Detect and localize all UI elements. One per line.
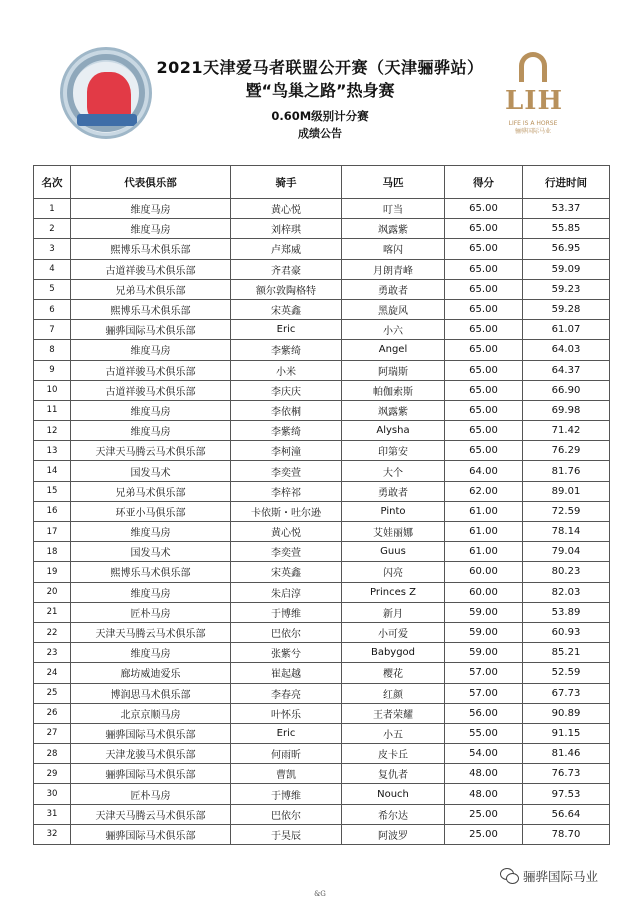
score-cell: 65.00 bbox=[445, 360, 523, 380]
rider-cell: 李庆庆 bbox=[231, 380, 342, 400]
rank-cell: 12 bbox=[34, 421, 71, 441]
rank-cell: 24 bbox=[34, 663, 71, 683]
time-cell: 85.21 bbox=[523, 643, 610, 663]
club-cell: 匠朴马房 bbox=[71, 784, 231, 804]
score-cell: 59.00 bbox=[445, 602, 523, 622]
club-cell: 匠朴马房 bbox=[71, 602, 231, 622]
time-cell: 81.76 bbox=[523, 461, 610, 481]
score-cell: 61.00 bbox=[445, 522, 523, 542]
score-cell: 55.00 bbox=[445, 723, 523, 743]
rider-cell: 刘梓琪 bbox=[231, 219, 342, 239]
horse-cell: 阿波罗 bbox=[342, 824, 445, 844]
club-cell: 熙博乐马术俱乐部 bbox=[71, 562, 231, 582]
rider-cell: 何雨昕 bbox=[231, 744, 342, 764]
rank-cell: 17 bbox=[34, 522, 71, 542]
title-line-1: 2021天津爱马者联盟公开赛（天津骊骅站） bbox=[156, 58, 484, 77]
rider-cell: 朱启淳 bbox=[231, 582, 342, 602]
table-row bbox=[34, 461, 610, 481]
rank-cell: 16 bbox=[34, 501, 71, 521]
table-row bbox=[34, 522, 610, 542]
time-cell: 61.07 bbox=[523, 320, 610, 340]
rank-cell: 25 bbox=[34, 683, 71, 703]
club-cell: 骊骅国际马术俱乐部 bbox=[71, 764, 231, 784]
horse-cell: 飒露紫 bbox=[342, 219, 445, 239]
club-cell: 维度马房 bbox=[71, 340, 231, 360]
rank-cell: 19 bbox=[34, 562, 71, 582]
time-cell: 97.53 bbox=[523, 784, 610, 804]
score-cell: 57.00 bbox=[445, 683, 523, 703]
time-cell: 71.42 bbox=[523, 421, 610, 441]
rank-cell: 23 bbox=[34, 643, 71, 663]
col-score: 得分 bbox=[445, 166, 523, 199]
time-cell: 76.29 bbox=[523, 441, 610, 461]
rider-cell: 李柯潼 bbox=[231, 441, 342, 461]
rank-cell: 18 bbox=[34, 542, 71, 562]
time-cell: 59.09 bbox=[523, 259, 610, 279]
horse-cell: 皮卡丘 bbox=[342, 744, 445, 764]
club-cell: 维度马房 bbox=[71, 199, 231, 219]
rank-cell: 14 bbox=[34, 461, 71, 481]
rider-cell: 张紫兮 bbox=[231, 643, 342, 663]
table-header-row bbox=[34, 166, 610, 199]
time-cell: 55.85 bbox=[523, 219, 610, 239]
horse-cell: Nouch bbox=[342, 784, 445, 804]
rider-cell: Eric bbox=[231, 723, 342, 743]
table-row bbox=[34, 380, 610, 400]
table-row bbox=[34, 663, 610, 683]
horse-cell: 樱花 bbox=[342, 663, 445, 683]
rider-cell: 李紫绮 bbox=[231, 340, 342, 360]
score-cell: 65.00 bbox=[445, 219, 523, 239]
col-horse: 马匹 bbox=[342, 166, 445, 199]
club-cell: 古道祥骏马术俱乐部 bbox=[71, 259, 231, 279]
horse-cell: 复仇者 bbox=[342, 764, 445, 784]
table-row bbox=[34, 622, 610, 642]
rider-cell: 于博维 bbox=[231, 602, 342, 622]
rider-cell: 宋英鑫 bbox=[231, 562, 342, 582]
rider-cell: 李奕萱 bbox=[231, 461, 342, 481]
rider-cell: 崔起越 bbox=[231, 663, 342, 683]
rank-cell: 32 bbox=[34, 824, 71, 844]
club-cell: 兄弟马术俱乐部 bbox=[71, 481, 231, 501]
table-row bbox=[34, 299, 610, 319]
time-cell: 67.73 bbox=[523, 683, 610, 703]
horse-cell: 帕伽索斯 bbox=[342, 380, 445, 400]
club-cell: 维度马房 bbox=[71, 643, 231, 663]
time-cell: 66.90 bbox=[523, 380, 610, 400]
score-cell: 60.00 bbox=[445, 582, 523, 602]
horse-cell: 新月 bbox=[342, 602, 445, 622]
horse-cell: 喀闪 bbox=[342, 239, 445, 259]
time-cell: 69.98 bbox=[523, 400, 610, 420]
table-row bbox=[34, 501, 610, 521]
club-cell: 维度马房 bbox=[71, 522, 231, 542]
score-cell: 56.00 bbox=[445, 703, 523, 723]
rank-cell: 28 bbox=[34, 744, 71, 764]
time-cell: 89.01 bbox=[523, 481, 610, 501]
club-cell: 博润思马术俱乐部 bbox=[71, 683, 231, 703]
score-cell: 48.00 bbox=[445, 784, 523, 804]
club-cell: 维度马房 bbox=[71, 400, 231, 420]
club-cell: 维度马房 bbox=[71, 219, 231, 239]
rank-cell: 20 bbox=[34, 582, 71, 602]
table-row bbox=[34, 562, 610, 582]
horse-cell: 印第安 bbox=[342, 441, 445, 461]
rank-cell: 10 bbox=[34, 380, 71, 400]
rider-cell: 宋英鑫 bbox=[231, 299, 342, 319]
club-cell: 天津龙骏马术俱乐部 bbox=[71, 744, 231, 764]
club-cell: 熙博乐马术俱乐部 bbox=[71, 239, 231, 259]
rider-cell: 叶怀乐 bbox=[231, 703, 342, 723]
rider-cell: 小米 bbox=[231, 360, 342, 380]
club-cell: 维度马房 bbox=[71, 421, 231, 441]
rider-cell: 黄心悦 bbox=[231, 522, 342, 542]
wechat-label: 骊骅国际马业 bbox=[523, 869, 599, 884]
horse-cell: 闪亮 bbox=[342, 562, 445, 582]
time-cell: 90.89 bbox=[523, 703, 610, 723]
rank-cell: 9 bbox=[34, 360, 71, 380]
time-cell: 56.64 bbox=[523, 804, 610, 824]
rank-cell: 26 bbox=[34, 703, 71, 723]
horse-cell: 叮当 bbox=[342, 199, 445, 219]
score-cell: 48.00 bbox=[445, 764, 523, 784]
horse-cell: 大个 bbox=[342, 461, 445, 481]
rider-cell: 李奕萱 bbox=[231, 542, 342, 562]
horse-cell: Guus bbox=[342, 542, 445, 562]
rider-cell: 巴依尔 bbox=[231, 622, 342, 642]
club-cell: 天津天马腾云马术俱乐部 bbox=[71, 804, 231, 824]
time-cell: 64.37 bbox=[523, 360, 610, 380]
table-row bbox=[34, 199, 610, 219]
lih-logo-sub: LIFE IS A HORSE 骊骅国际马业 bbox=[508, 120, 558, 135]
rank-cell: 31 bbox=[34, 804, 71, 824]
score-cell: 25.00 bbox=[445, 804, 523, 824]
rider-cell: 卡依斯・吐尔逊 bbox=[231, 501, 342, 521]
horse-cell: 艾娃丽娜 bbox=[342, 522, 445, 542]
table-row bbox=[34, 219, 610, 239]
club-cell: 国发马术 bbox=[71, 542, 231, 562]
horse-cell: 月朗青峰 bbox=[342, 259, 445, 279]
time-cell: 52.59 bbox=[523, 663, 610, 683]
score-cell: 65.00 bbox=[445, 400, 523, 420]
club-cell: 天津天马腾云马术俱乐部 bbox=[71, 622, 231, 642]
rider-cell: 曹凯 bbox=[231, 764, 342, 784]
table-row bbox=[34, 764, 610, 784]
table-row bbox=[34, 602, 610, 622]
score-cell: 59.00 bbox=[445, 622, 523, 642]
club-cell: 维度马房 bbox=[71, 582, 231, 602]
rider-cell: 额尔敦陶格特 bbox=[231, 279, 342, 299]
time-cell: 72.59 bbox=[523, 501, 610, 521]
table-row bbox=[34, 481, 610, 501]
table-row bbox=[34, 703, 610, 723]
rank-cell: 11 bbox=[34, 400, 71, 420]
time-cell: 78.70 bbox=[523, 824, 610, 844]
score-cell: 61.00 bbox=[445, 501, 523, 521]
results-notice: 成绩公告 bbox=[298, 127, 342, 140]
club-cell: 骊骅国际马术俱乐部 bbox=[71, 320, 231, 340]
rank-cell: 27 bbox=[34, 723, 71, 743]
rider-cell: 李依桐 bbox=[231, 400, 342, 420]
rank-cell: 4 bbox=[34, 259, 71, 279]
rider-cell: 李春亮 bbox=[231, 683, 342, 703]
horse-cell: 红颜 bbox=[342, 683, 445, 703]
rank-cell: 29 bbox=[34, 764, 71, 784]
horse-cell: Babygod bbox=[342, 643, 445, 663]
club-cell: 天津天马腾云马术俱乐部 bbox=[71, 441, 231, 461]
club-cell: 骊骅国际马术俱乐部 bbox=[71, 824, 231, 844]
rider-cell: 黄心悦 bbox=[231, 199, 342, 219]
results-table bbox=[33, 165, 610, 845]
time-cell: 60.93 bbox=[523, 622, 610, 642]
rank-cell: 13 bbox=[34, 441, 71, 461]
rank-cell: 2 bbox=[34, 219, 71, 239]
title-line-2: 暨“鸟巢之路”热身赛 bbox=[245, 81, 395, 100]
score-cell: 65.00 bbox=[445, 199, 523, 219]
score-cell: 64.00 bbox=[445, 461, 523, 481]
table-row bbox=[34, 320, 610, 340]
horse-cell: 飒露紫 bbox=[342, 400, 445, 420]
time-cell: 80.23 bbox=[523, 562, 610, 582]
rank-cell: 15 bbox=[34, 481, 71, 501]
time-cell: 81.46 bbox=[523, 744, 610, 764]
table-row bbox=[34, 400, 610, 420]
table-row bbox=[34, 239, 610, 259]
score-cell: 65.00 bbox=[445, 421, 523, 441]
horse-cell: 小五 bbox=[342, 723, 445, 743]
score-cell: 65.00 bbox=[445, 380, 523, 400]
wechat-icon bbox=[500, 868, 518, 884]
time-cell: 91.15 bbox=[523, 723, 610, 743]
document-header bbox=[0, 0, 640, 160]
rank-cell: 21 bbox=[34, 602, 71, 622]
score-cell: 59.00 bbox=[445, 643, 523, 663]
score-cell: 65.00 bbox=[445, 340, 523, 360]
wechat-account bbox=[500, 866, 598, 886]
rider-cell: 齐君豪 bbox=[231, 259, 342, 279]
score-cell: 57.00 bbox=[445, 663, 523, 683]
col-rank: 名次 bbox=[34, 166, 71, 199]
lih-logo-icon bbox=[505, 52, 564, 144]
rider-cell: Eric bbox=[231, 320, 342, 340]
event-class: 0.60M级别计分赛 bbox=[271, 109, 369, 123]
score-cell: 65.00 bbox=[445, 279, 523, 299]
table-row bbox=[34, 643, 610, 663]
horse-cell: 王者荣耀 bbox=[342, 703, 445, 723]
score-cell: 65.00 bbox=[445, 239, 523, 259]
horse-cell: 阿瑞斯 bbox=[342, 360, 445, 380]
rank-cell: 7 bbox=[34, 320, 71, 340]
club-cell: 骊骅国际马术俱乐部 bbox=[71, 723, 231, 743]
club-cell: 熙博乐马术俱乐部 bbox=[71, 299, 231, 319]
rider-cell: 巴依尔 bbox=[231, 804, 342, 824]
time-cell: 78.14 bbox=[523, 522, 610, 542]
club-cell: 廊坊威迪爱乐 bbox=[71, 663, 231, 683]
time-cell: 76.73 bbox=[523, 764, 610, 784]
horse-cell: 小六 bbox=[342, 320, 445, 340]
horse-cell: 勇敢者 bbox=[342, 279, 445, 299]
score-cell: 65.00 bbox=[445, 259, 523, 279]
score-cell: 65.00 bbox=[445, 441, 523, 461]
table-row bbox=[34, 279, 610, 299]
table-row bbox=[34, 542, 610, 562]
table-row bbox=[34, 723, 610, 743]
col-rider: 骑手 bbox=[231, 166, 342, 199]
time-cell: 79.04 bbox=[523, 542, 610, 562]
rank-cell: 3 bbox=[34, 239, 71, 259]
rank-cell: 6 bbox=[34, 299, 71, 319]
table-row bbox=[34, 441, 610, 461]
horse-cell: 黑旋风 bbox=[342, 299, 445, 319]
club-cell: 兄弟马术俱乐部 bbox=[71, 279, 231, 299]
time-cell: 53.89 bbox=[523, 602, 610, 622]
time-cell: 59.23 bbox=[523, 279, 610, 299]
horse-cell: 希尔达 bbox=[342, 804, 445, 824]
rider-cell: 卢郑威 bbox=[231, 239, 342, 259]
table-row bbox=[34, 804, 610, 824]
table-row bbox=[34, 784, 610, 804]
club-cell: 北京京顺马房 bbox=[71, 703, 231, 723]
rider-cell: 李紫绮 bbox=[231, 421, 342, 441]
col-club: 代表俱乐部 bbox=[71, 166, 231, 199]
score-cell: 54.00 bbox=[445, 744, 523, 764]
time-cell: 56.95 bbox=[523, 239, 610, 259]
rank-cell: 1 bbox=[34, 199, 71, 219]
rider-cell: 李梓祁 bbox=[231, 481, 342, 501]
club-cell: 古道祥骏马术俱乐部 bbox=[71, 360, 231, 380]
time-cell: 82.03 bbox=[523, 582, 610, 602]
score-cell: 65.00 bbox=[445, 299, 523, 319]
rank-cell: 22 bbox=[34, 622, 71, 642]
table-row bbox=[34, 360, 610, 380]
rider-cell: 于博维 bbox=[231, 784, 342, 804]
table-row bbox=[34, 582, 610, 602]
score-cell: 65.00 bbox=[445, 320, 523, 340]
horse-cell: 勇敢者 bbox=[342, 481, 445, 501]
rank-cell: 30 bbox=[34, 784, 71, 804]
col-time: 行进时间 bbox=[523, 166, 610, 199]
score-cell: 60.00 bbox=[445, 562, 523, 582]
rank-cell: 8 bbox=[34, 340, 71, 360]
table-row bbox=[34, 340, 610, 360]
lih-logo-mark: LIH bbox=[505, 86, 564, 116]
time-cell: 53.37 bbox=[523, 199, 610, 219]
horse-cell: Princes Z bbox=[342, 582, 445, 602]
footer-mark: &G bbox=[314, 890, 326, 898]
table-row bbox=[34, 744, 610, 764]
club-cell: 古道祥骏马术俱乐部 bbox=[71, 380, 231, 400]
horse-cell: Alysha bbox=[342, 421, 445, 441]
table-row bbox=[34, 824, 610, 844]
rank-cell: 5 bbox=[34, 279, 71, 299]
time-cell: 64.03 bbox=[523, 340, 610, 360]
horse-cell: Angel bbox=[342, 340, 445, 360]
table-row bbox=[34, 421, 610, 441]
table-row bbox=[34, 259, 610, 279]
club-cell: 环亚小马俱乐部 bbox=[71, 501, 231, 521]
rider-cell: 于昊辰 bbox=[231, 824, 342, 844]
club-cell: 国发马术 bbox=[71, 461, 231, 481]
score-cell: 62.00 bbox=[445, 481, 523, 501]
horse-cell: Pinto bbox=[342, 501, 445, 521]
horse-cell: 小可爱 bbox=[342, 622, 445, 642]
time-cell: 59.28 bbox=[523, 299, 610, 319]
score-cell: 25.00 bbox=[445, 824, 523, 844]
score-cell: 61.00 bbox=[445, 542, 523, 562]
table-row bbox=[34, 683, 610, 703]
